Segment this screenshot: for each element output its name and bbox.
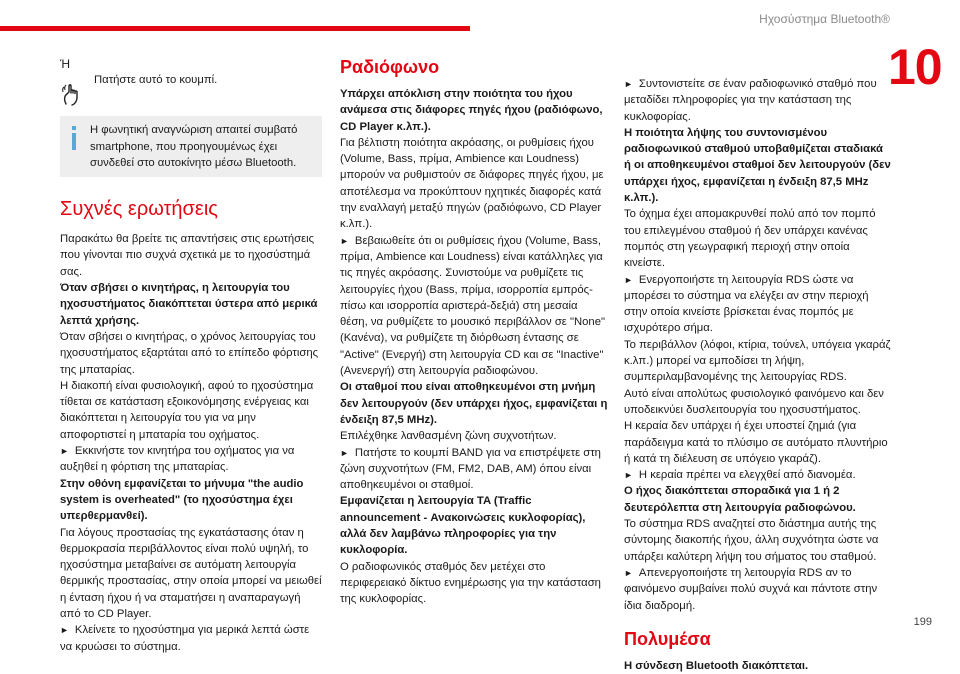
faq-answer: Αυτό είναι απολύτως φυσιολογικό φαινόμενο και δεν υποδεικνύει δυσλειτουργία του ηχοσυστήματος. — [624, 387, 884, 416]
faq-question: Εμφανίζεται η λειτουργία TA (Traffic announcement - Ανακοινώσεις κυκλοφορίας), αλλά δεν λαμβάνω πληροφορίες για την κυκλοφορία. — [340, 495, 586, 557]
column-3 — [624, 76, 892, 674]
faq-heading: Συχνές ερωτήσεις — [60, 198, 218, 221]
hand-press-icon — [60, 82, 86, 108]
faq-answer: Ο ραδιοφωνικός σταθμός δεν μετέχει στο περιφερειακό δίκτυο ενημέρωσης για την κατάσταση της κυκλοφορίας. — [340, 560, 601, 606]
info-text: Η φωνητική αναγνώριση απαιτεί συμβατό smartphone, που προηγουμένως έχει συνδεθεί στο αυτοκίνητο μέσω Bluetooth. — [90, 124, 298, 169]
faq-action: ► Ενεργοποιήστε τη λειτουργία RDS ώστε να μπορέσει το σύστημα να ελέγξει αν στην περιοχή στην οποία κινείστε βρίσκεται ένας πομπός με ισχυρότερο σήμα. — [624, 272, 892, 337]
faq-answer: Το σύστημα RDS αναζητεί στο διάστημα αυτής της σύντομης διακοπής ήχου, άλλη συχνότητα ώστε να υπάρξει καλύτερη λήψη του σήματος του σταθμού. — [624, 518, 879, 563]
faq-answer: Η διακοπή είναι φυσιολογική, αφού το ηχοσύστημα τίθεται σε κατάσταση εξοικονόμησης ενέργειας και διακόπτεται η λειτουργία του για να μην αποφορτιστεί η μπαταρία του οχήματος. — [60, 379, 314, 441]
faq-action: ► Η κεραία πρέπει να ελεγχθεί από διανομέα. — [624, 467, 892, 483]
voice-button-tip — [60, 72, 322, 108]
tip-text: Πατήστε αυτό το κουμπί. — [94, 74, 218, 87]
faq-answer: Το περιβάλλον (λόφοι, κτίρια, τούνελ, υπόγεια γκαράζ κ.λπ.) μπορεί να εμποδίσει τη λήψη, συμπεριλαμβανομένης της λειτουργίας RDS. — [624, 338, 891, 384]
header-accent-bar — [0, 26, 470, 31]
faq-answer: Η κεραία δεν υπάρχει ή έχει υποστεί ζημιά (για παράδειγμα κατά το πλύσιμο σε αυτόματο πλυντήριο ή κατά τη διέλευση σε υπόγειο γκαράζ). — [624, 420, 888, 465]
faq-question: Στην οθόνη εμφανίζεται το μήνυμα "the audio system is overheated" (το ηχοσύστημα έχει υπερθερμανθεί). — [60, 477, 304, 523]
multimedia-heading: Πολυμέσα — [624, 628, 711, 649]
faq-action: ► Βεβαιωθείτε ότι οι ρυθμίσεις ήχου (Volume, Bass, πρίμα, Ambience και Loudness) είναι κατάλληλες για τις πηγές ακρόασης. Συνιστούμε να ρυθμίζετε τις λειτουργίες ήχου (Bass, πρίμα, ισορροπία εμπρός-πίσω και ισορροπία αριστερά-δεξιά) στη μεσαία θέση, να ρυθμίζετε το μουσικό περιβάλλον σε "None" (Κανένα), να ρυθμίζετε τη διόρθωση έντασης σε "Active" (Ενεργή) στη λειτουργία CD και σε "Inactive" (Ανενεργή) στη λειτουργία ραδιοφώνου. — [340, 233, 608, 380]
faq-question: Ο ήχος διακόπτεται σποραδικά για 1 ή 2 δευτερόλεπτα στη λειτουργία ραδιοφώνου. — [624, 485, 856, 514]
info-box — [60, 116, 322, 177]
page-number: 199 — [913, 616, 932, 628]
faq-question: Όταν σβήσει ο κινητήρας, η λειτουργία του ηχοσυστήματος διακόπτεται ύστερα από μερικά λεπτά χρήσης. — [60, 282, 318, 327]
faq-intro: Παρακάτω θα βρείτε τις απαντήσεις στις ερωτήσεις που γίνονται πιο συχνά σχετικά με το ηχοσύστημά σας. — [60, 233, 315, 278]
faq-question: Οι σταθμοί που είναι αποθηκευμένοι στη μνήμη δεν λειτουργούν (δεν υπάρχει ήχος, εμφανίζεται η ένδειξη 87,5 MHz). — [340, 381, 608, 426]
faq-answer: Για λόγους προστασίας της εγκατάστασης όταν η θερμοκρασία περιβάλλοντος είναι πολύ υψηλή, το ηχοσύστημα μεταβαίνει σε αυτόματη λειτουργία θερμικής προστασίας, στην οποία μπορεί να μειωθεί η ένταση ήχου ή να σταματήσει η αναπαραγωγή από το CD Player. — [60, 526, 322, 621]
chapter-number: 10 — [888, 39, 942, 95]
faq-action: ► Συντονιστείτε σε έναν ραδιοφωνικό σταθμό που μεταδίδει πληροφορίες για την κατάσταση της κυκλοφορίας. — [624, 76, 892, 125]
faq-action: ► Εκκινήστε τον κινητήρα του οχήματος για να αυξηθεί η φόρτιση της μπαταρίας. — [60, 443, 322, 476]
alternative-marker: Ή — [60, 57, 71, 71]
faq-action: ► Πατήστε το κουμπί BAND για να επιστρέψετε στη ζώνη συχνοτήτων (FM, FM2, DAB, AM) όπου είναι αποθηκευμένοι οι σταθμοί. — [340, 445, 608, 494]
faq-question: Η ποιότητα λήψης του συντονισμένου ραδιοφωνικού σταθμού υποβαθμίζεται σταδιακά ή οι αποθηκευμένοι σταθμοί δεν λειτουργούν (δεν υπάρχει ήχος, εμφανίζεται η ένδειξη 87,5 MHz κ.λπ.). — [624, 126, 891, 205]
running-header: Ηχοσύστημα Bluetooth® — [759, 12, 890, 26]
faq-answer: Επιλέχθηκε λανθασμένη ζώνη συχνοτήτων. — [340, 430, 557, 443]
faq-action: ► Κλείνετε το ηχοσύστημα για μερικά λεπτά ώστε να κρυώσει το σύστημα. — [60, 622, 322, 655]
faq-answer: Το όχημα έχει απομακρυνθεί πολύ από τον πομπό του επιλεγμένου σταθμού ή δεν υπάρχει κανένας πομπός στη γεωγραφική περιοχή στην οποία κινείστε. — [624, 208, 876, 270]
faq-question: Η σύνδεση Bluetooth διακόπτεται. — [624, 659, 809, 672]
faq-answer: Όταν σβήσει ο κινητήρας, ο χρόνος λειτουργίας του ηχοσυστήματος εξαρτάται από το επίπεδο φόρτισης της μπαταρίας. — [60, 330, 319, 376]
faq-action: ► Απενεργοποιήστε τη λειτουργία RDS αν το φαινόμενο συμβαίνει πολύ συχνά και πάντοτε στην ίδια διαδρομή. — [624, 565, 892, 614]
faq-question: Υπάρχει απόκλιση στην ποιότητα του ήχου ανάμεσα στις διάφορες πηγές ήχου (ραδιόφωνο, CD Player κ.λπ.). — [340, 88, 603, 133]
faq-answer: Για βέλτιστη ποιότητα ακρόασης, οι ρυθμίσεις ήχου (Volume, Bass, πρίμα, Ambience και Loudness) μπορούν να ρυθμιστούν σε διάφορες πηγές ήχου, με αποτέλεσμα να προκύπτουν ηχητικές διαφορές κατά την εναλλαγή μεταξύ πηγών (ραδιόφωνο, CD Player κ.λπ.). — [340, 136, 604, 231]
info-icon — [68, 124, 80, 152]
column-2 — [340, 56, 608, 608]
radio-heading: Ραδιόφωνο — [340, 57, 440, 77]
column-1 — [60, 56, 322, 655]
